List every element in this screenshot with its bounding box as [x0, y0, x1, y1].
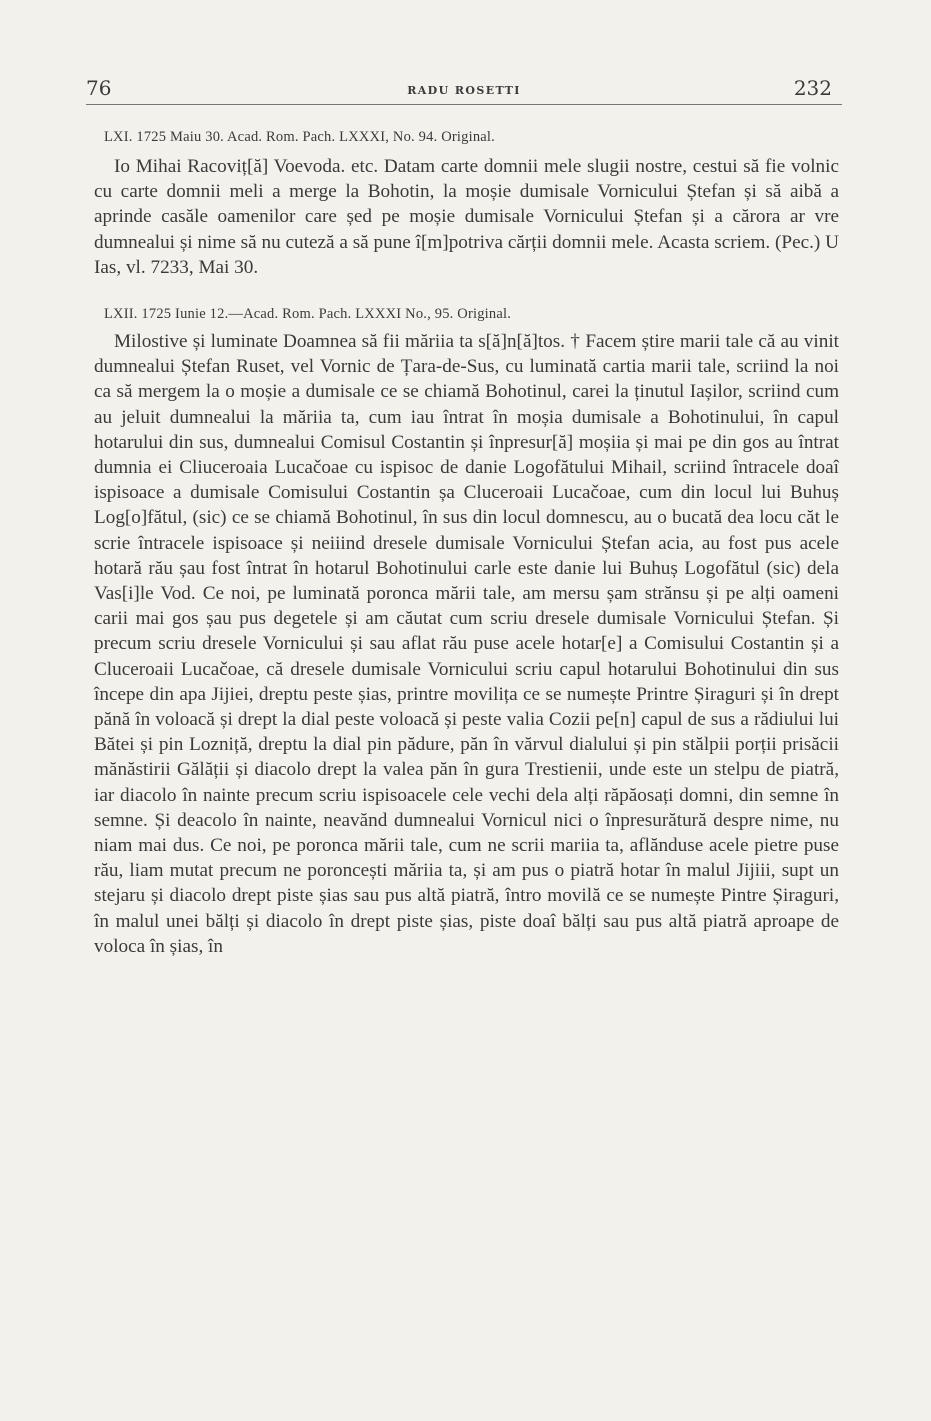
page-number-right: 232 [793, 76, 832, 100]
page-number-left: 76 [86, 76, 112, 100]
document-header-lxii: LXII. 1725 Iunie 12.—Acad. Rom. Pach. LXXXI No., 95. Original. [104, 306, 512, 323]
document-header-lxi: LXI. 1725 Maiu 30. Acad. Rom. Pach. LXXXI, No. 94. Original. [104, 129, 495, 145]
running-head-title: RADU ROSETTI [407, 84, 521, 97]
running-head [86, 74, 842, 105]
document-text-lxi: Io Mihai Racoviț[ă] Voevoda. etc. Datam carte domnii mele slugii nostre, cestui să fie volnic cu carte domnii meli a merge la Bohotin, la moșie dumisale Vornicului Ștefan și să aibă a aprinde casăle oamenilor care șed pe moșie dumisale Vornicului Ștefan și a cărora ar vre dumnealui și nime să nu cuteză a să pune î[m]potriva cărții domnii mele. Acasta scriem. (Pec.) U Ias, vl. 7233, Mai 30. [94, 156, 839, 278]
document-text-lxii: Milostive și luminate Doamnea să fii măriia ta s[ă]n[ă]tos. † Facem știre marii tale că au vinit dumnealui Ștefan Ruset, vel Vornic de Țara-de-Sus, cu luminată cartia marii tale, scriind la noi ca să mergem la o moșie a dumisale ce se chiamă Bohotinul, carei la ținutul Iașilor, scriind cum au jeluit dumnealui la măriia ta, cum iau întrat în moșia dumisale a Bohotinului, în capul hotarului din sus, dumnealui Comisul Costantin și înpresur[ă] moșiia și mai pe din gos au întrat dumnia ei Cliuceroaia Lucačoae cu ispisoc de danie Logofătului Mihail, scriind întracele doaî ispisoace a dumisale Comisului Costantin șa Cluceroaii Lucačoae, cum din locul lui Buhuș Log[o]fătul, (sic) ce se chiamă Bohotinul, în sus din locul domnescu, au o bucată dea locu căt le scrie întracele ispisoace și neiiind dresele dumisale Vornicului Ștefan acia, au fost pus acele hotară rău șau fost întrat în hotarul Bohotinului carle este danie lui Buhuș Logofătul (sic) dela Vas[i]le Vod. Ce noi, pe luminată poronca mării tale, am mersu șam strănsu și pe alți oameni carii mai gos șau pus degetele și am căutat cum scriu dresele dumisale Vornicului Ștefan. Și precum scriu dresele Vornicului și sau aflat rău puse acele hotar[e] a Comisului Costantin și a Cluceroaii Lucačoae, că dresele dumisale Vornicului scriu capul hotarului Bohotinului din sus începe din apa Jijiei, dreptu peste șias, printre movilița ce se numește Printre Șiraguri și în drept pănă în voloacă și drept la dial peste voloacă și peste valia Cozii pe[n] capul de sus a rădiului lui Bătei și pin Lozniță, dreptu la dial pin pădure, păn în vărvul dialului și pin stălpii porții prisăcii mănăstirii Gălății și diacolo drept la valea păn în gura Trestienii, unde este un stelpu de piatră, iar diacolo în nainte precum scriu ispisoacele cele vechi dela alți răpăosați domni, din semne în semne. Și deacolo în nainte, neavănd dumnealui Vornicul nici o înpresurătură despre nime, nu niam mai dus. Ce noi, pe poronca mării tale, cum ne scrii mariia ta, aflănduse acele pietre puse rău, liam mutat precum ne poroncești măriia ta, și am pus o piatră hotar în malul Jijiii, supt un stejaru și diacolo drept piste șias sau pus altă piatră, întro movilă ce se numește Pintre Șiraguri, în malul unei bălți și diacolo în drept piste șias, piste doaî bălți sau pus altă piatră aproape de voloca în șias, în [94, 331, 839, 957]
document-page [86, 74, 842, 959]
